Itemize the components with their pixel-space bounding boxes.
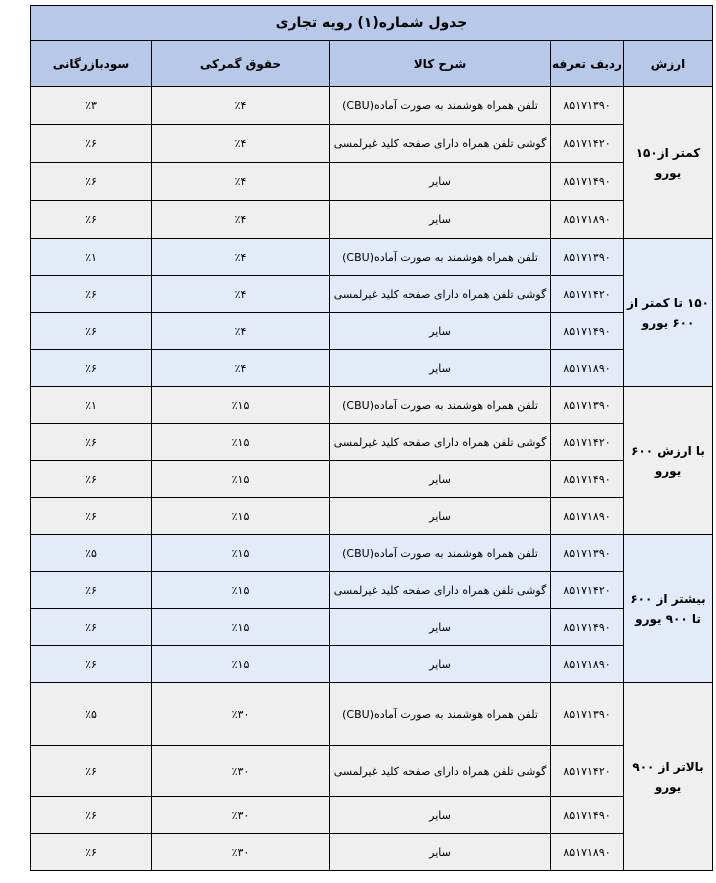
header-row (31, 41, 713, 87)
tariff-code-cell: ۸۵۱۷۱۴۹۰ (551, 609, 624, 646)
tariff-code-cell: ۸۵۱۷۱۳۹۰ (551, 239, 624, 276)
profit-cell: ٪۶ (31, 163, 152, 201)
description-cell: سایر (330, 797, 551, 834)
duty-cell: ٪۳۰ (152, 683, 330, 746)
table-row (31, 834, 713, 871)
profit-cell: ٪۶ (31, 276, 152, 313)
description-cell: سایر (330, 313, 551, 350)
table-row (31, 461, 713, 498)
table-title-row (31, 6, 713, 41)
profit-cell: ٪۶ (31, 424, 152, 461)
table-row (31, 276, 713, 313)
description-cell: سایر (330, 461, 551, 498)
tariff-code-cell: ۸۵۱۷۱۳۹۰ (551, 535, 624, 572)
profit-cell: ٪۵ (31, 535, 152, 572)
duty-cell: ٪۴ (152, 350, 330, 387)
tariff-code-cell: ۸۵۱۷۱۴۲۰ (551, 746, 624, 797)
value-range-cell: کمتر از۱۵۰ یورو (624, 87, 713, 239)
duty-cell: ٪۱۵ (152, 646, 330, 683)
tariff-code-cell: ۸۵۱۷۱۴۲۰ (551, 125, 624, 163)
profit-cell: ٪۶ (31, 834, 152, 871)
table-row (31, 313, 713, 350)
profit-cell: ٪۶ (31, 498, 152, 535)
tariff-code-cell: ۸۵۱۷۱۳۹۰ (551, 387, 624, 424)
duty-cell: ٪۴ (152, 239, 330, 276)
table-row (31, 746, 713, 797)
description-cell: سایر (330, 498, 551, 535)
duty-cell: ٪۱۵ (152, 498, 330, 535)
description-cell: سایر (330, 609, 551, 646)
profit-cell: ٪۶ (31, 125, 152, 163)
table-row (31, 87, 713, 125)
table-row (31, 572, 713, 609)
description-cell: گوشی تلفن همراه دارای صفحه کلید غیرلمسی (330, 572, 551, 609)
tariff-code-cell: ۸۵۱۷۱۳۹۰ (551, 683, 624, 746)
header-profit: سودبازرگانی (31, 41, 152, 87)
header-duty: حقوق گمرکی (152, 41, 330, 87)
tariff-code-cell: ۸۵۱۷۱۴۲۰ (551, 572, 624, 609)
header-code: ردیف تعرفه (551, 41, 624, 87)
duty-cell: ٪۴ (152, 276, 330, 313)
duty-cell: ٪۳۰ (152, 834, 330, 871)
duty-cell: ٪۳۰ (152, 797, 330, 834)
description-cell: گوشی تلفن همراه دارای صفحه کلید غیرلمسی (330, 746, 551, 797)
profit-cell: ٪۶ (31, 313, 152, 350)
tariff-code-cell: ۸۵۱۷۱۴۲۰ (551, 424, 624, 461)
table-row (31, 239, 713, 276)
duty-cell: ٪۱۵ (152, 572, 330, 609)
description-cell: گوشی تلفن همراه دارای صفحه کلید غیرلمسی (330, 276, 551, 313)
table-row (31, 646, 713, 683)
table-row (31, 683, 713, 746)
value-range-cell: بیشتر از ۶۰۰ تا ۹۰۰ یورو (624, 535, 713, 683)
profit-cell: ٪۶ (31, 461, 152, 498)
duty-cell: ٪۴ (152, 125, 330, 163)
tariff-table (30, 5, 713, 871)
header-description: شرح کالا (330, 41, 551, 87)
duty-cell: ٪۴ (152, 201, 330, 239)
duty-cell: ٪۱۵ (152, 461, 330, 498)
duty-cell: ٪۱۵ (152, 387, 330, 424)
description-cell: تلفن همراه هوشمند به صورت آماده(CBU) (330, 387, 551, 424)
value-range-cell: با ارزش ۶۰۰ یورو (624, 387, 713, 535)
description-cell: گوشی تلفن همراه دارای صفحه کلید غیرلمسی (330, 424, 551, 461)
description-cell: تلفن همراه هوشمند به صورت آماده(CBU) (330, 535, 551, 572)
tariff-code-cell: ۸۵۱۷۱۸۹۰ (551, 201, 624, 239)
profit-cell: ٪۶ (31, 201, 152, 239)
profit-cell: ٪۶ (31, 797, 152, 834)
tariff-code-cell: ۸۵۱۷۱۴۲۰ (551, 276, 624, 313)
description-cell: سایر (330, 834, 551, 871)
profit-cell: ٪۶ (31, 350, 152, 387)
tariff-code-cell: ۸۵۱۷۱۸۹۰ (551, 646, 624, 683)
tariff-code-cell: ۸۵۱۷۱۸۹۰ (551, 498, 624, 535)
table-row (31, 498, 713, 535)
table-row (31, 609, 713, 646)
description-cell: سایر (330, 201, 551, 239)
description-cell: سایر (330, 163, 551, 201)
table-row (31, 125, 713, 163)
tariff-code-cell: ۸۵۱۷۱۸۹۰ (551, 350, 624, 387)
duty-cell: ٪۱۵ (152, 535, 330, 572)
description-cell: سایر (330, 350, 551, 387)
value-range-cell: بالاتر از ۹۰۰ یورو (624, 683, 713, 871)
tariff-code-cell: ۸۵۱۷۱۴۹۰ (551, 461, 624, 498)
profit-cell: ٪۶ (31, 746, 152, 797)
profit-cell: ٪۶ (31, 646, 152, 683)
tariff-code-cell: ۸۵۱۷۱۴۹۰ (551, 797, 624, 834)
profit-cell: ٪۶ (31, 572, 152, 609)
description-cell: تلفن همراه هوشمند به صورت آماده(CBU) (330, 87, 551, 125)
table-row (31, 424, 713, 461)
description-cell: تلفن همراه هوشمند به صورت آماده(CBU) (330, 683, 551, 746)
profit-cell: ٪۵ (31, 683, 152, 746)
table-row (31, 797, 713, 834)
duty-cell: ٪۴ (152, 87, 330, 125)
tariff-code-cell: ۸۵۱۷۱۴۹۰ (551, 313, 624, 350)
tariff-code-cell: ۸۵۱۷۱۸۹۰ (551, 834, 624, 871)
profit-cell: ٪۳ (31, 87, 152, 125)
duty-cell: ٪۱۵ (152, 424, 330, 461)
duty-cell: ٪۴ (152, 313, 330, 350)
profit-cell: ٪۱ (31, 239, 152, 276)
tariff-code-cell: ۸۵۱۷۱۴۹۰ (551, 163, 624, 201)
table-row (31, 535, 713, 572)
table-row (31, 387, 713, 424)
tariff-code-cell: ۸۵۱۷۱۳۹۰ (551, 87, 624, 125)
duty-cell: ٪۳۰ (152, 746, 330, 797)
table-title: جدول شماره(۱) رویه تجاری (31, 6, 713, 41)
description-cell: سایر (330, 646, 551, 683)
duty-cell: ٪۱۵ (152, 609, 330, 646)
description-cell: تلفن همراه هوشمند به صورت آماده(CBU) (330, 239, 551, 276)
profit-cell: ٪۱ (31, 387, 152, 424)
table-row (31, 350, 713, 387)
duty-cell: ٪۴ (152, 163, 330, 201)
table-row (31, 201, 713, 239)
table-row (31, 163, 713, 201)
header-range: ارزش (624, 41, 713, 87)
description-cell: گوشی تلفن همراه دارای صفحه کلید غیرلمسی (330, 125, 551, 163)
value-range-cell: ۱۵۰ تا کمتر از ۶۰۰ یورو (624, 239, 713, 387)
profit-cell: ٪۶ (31, 609, 152, 646)
